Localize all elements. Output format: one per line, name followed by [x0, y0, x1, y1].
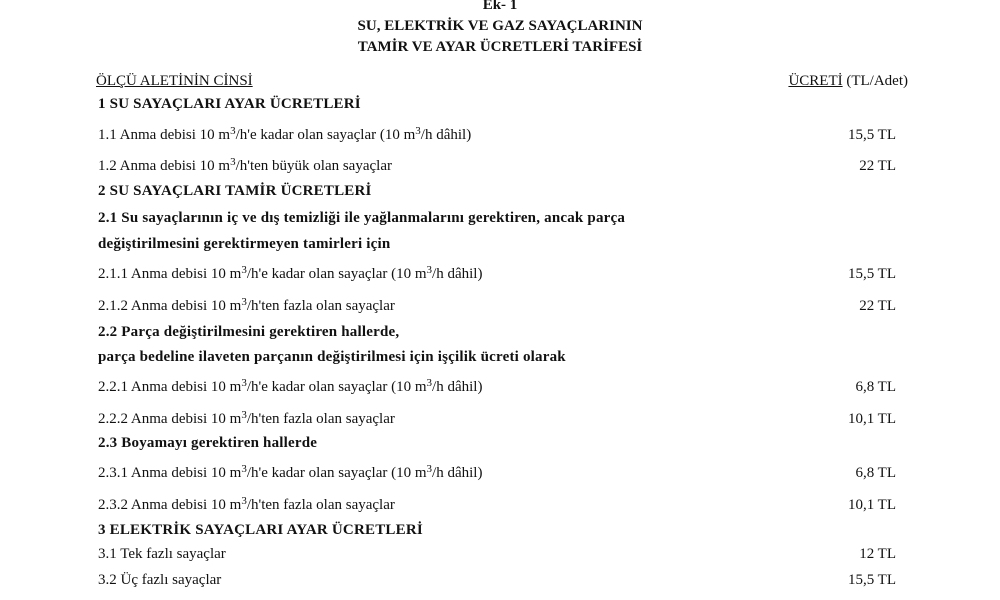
superscript-exponent: 3 — [415, 125, 421, 137]
item-text-part: /h'e kadar olan sayaçlar (10 m — [246, 465, 427, 481]
superscript-exponent: 3 — [230, 156, 236, 168]
item-text-part: 2.1.2 Anma debisi 10 m — [98, 298, 242, 314]
item-text-part: 1.2 Anma debisi 10 m — [98, 158, 231, 174]
price-value: 6,8 TL — [855, 379, 896, 395]
item-text-part: /h dâhil) — [432, 379, 483, 395]
item-text-part: /h'e kadar olan sayaçlar (10 m — [246, 379, 427, 395]
item-text-part: 2.2.2 Anma debisi 10 m — [98, 411, 242, 427]
superscript-exponent: 3 — [230, 125, 236, 137]
item-text-part: 2.3.1 Anma debisi 10 m — [98, 465, 242, 481]
item-text-part: /h'ten fazla olan sayaçlar — [246, 411, 395, 427]
price-value: 15,5 TL — [847, 266, 896, 282]
tariff-item — [98, 571, 221, 589]
superscript-exponent: 3 — [426, 264, 433, 276]
item-text-part: /h'ten fazla olan sayaçlar — [246, 298, 395, 314]
superscript-exponent: 3 — [426, 377, 433, 389]
section-heading: 2 SU SAYAÇLARI TAMİR ÜCRETLERİ — [98, 183, 372, 199]
document-title-line-2: TAMİR VE AYAR ÜCRETLERİ TARİFESİ — [357, 39, 643, 55]
item-text-part: 2.2.1 Anma debisi 10 m — [98, 379, 242, 395]
price-value: 22 TL — [859, 158, 896, 174]
tariff-item — [98, 496, 395, 514]
section-heading: 2.2 Parça değiştirilmesini gerektiren hallerde, — [98, 324, 400, 340]
item-text-part: /h dâhil) — [432, 465, 483, 481]
item-text-part: 3.1 Tek fazlı sayaçlar — [98, 546, 226, 562]
item-text-part: 3.2 Üç fazlı sayaçlar — [98, 572, 222, 588]
tariff-item — [98, 378, 482, 396]
superscript-exponent: 3 — [241, 495, 247, 507]
tariff-item — [98, 410, 395, 428]
section-heading: 2.3 Boyamayı gerektiren hallerde — [98, 435, 318, 451]
section-heading: 2.1 Su sayaçlarının iç ve dış temizliği ile yağlanmalarını gerektiren, ancak parça — [98, 210, 626, 226]
item-text-part: 2.3.2 Anma debisi 10 m — [98, 497, 242, 513]
column-header-fee — [788, 72, 908, 90]
superscript-exponent: 3 — [241, 409, 247, 421]
superscript-exponent: 3 — [241, 296, 247, 308]
superscript-exponent: 3 — [241, 264, 247, 276]
column-header-fee-unit: (TL/Adet) — [842, 73, 908, 89]
column-header-fee-label: ÜCRETİ — [788, 73, 843, 89]
item-text-part: 1.1 Anma debisi 10 m — [98, 127, 231, 143]
tariff-item — [98, 545, 226, 563]
price-value: 10,1 TL — [847, 497, 896, 513]
tariff-item — [98, 297, 395, 315]
item-text-part: /h'e kadar olan sayaçlar (10 m — [235, 127, 416, 143]
price-value: 15,5 TL — [847, 127, 896, 143]
section-heading: 3 ELEKTRİK SAYAÇLARI AYAR ÜCRETLERİ — [98, 522, 423, 538]
superscript-exponent: 3 — [241, 377, 247, 389]
item-text-part: /h'e kadar olan sayaçlar (10 m — [246, 266, 427, 282]
tariff-item — [98, 265, 482, 283]
section-heading: parça bedeline ilaveten parçanın değiştirilmesi için işçilik ücreti olarak — [98, 349, 566, 365]
price-value: 6,8 TL — [855, 465, 896, 481]
tariff-item — [98, 157, 392, 175]
price-value: 12 TL — [859, 546, 896, 562]
item-text-part: /h'ten fazla olan sayaçlar — [246, 497, 395, 513]
price-value: 10,1 TL — [847, 411, 896, 427]
item-text-part: /h dâhil) — [432, 266, 483, 282]
section-heading: değiştirilmesini gerektirmeyen tamirleri için — [98, 236, 391, 252]
superscript-exponent: 3 — [241, 463, 247, 475]
item-text-part: 2.1.1 Anma debisi 10 m — [98, 266, 242, 282]
annex-label: Ek- 1 — [482, 0, 518, 13]
section-heading: 1 SU SAYAÇLARI AYAR ÜCRETLERİ — [98, 96, 361, 112]
item-text-part: /h dâhil) — [420, 127, 472, 143]
price-value: 22 TL — [859, 298, 896, 314]
superscript-exponent: 3 — [426, 463, 433, 475]
column-header-instrument-type: ÖLÇÜ ALETİNİN CİNSİ — [96, 73, 253, 89]
tariff-item — [98, 126, 471, 144]
tariff-item — [98, 464, 482, 482]
document-title-line-1: SU, ELEKTRİK VE GAZ SAYAÇLARININ — [357, 18, 643, 34]
price-value: 15,5 TL — [847, 572, 896, 588]
item-text-part: /h'ten büyük olan sayaçlar — [235, 158, 392, 174]
